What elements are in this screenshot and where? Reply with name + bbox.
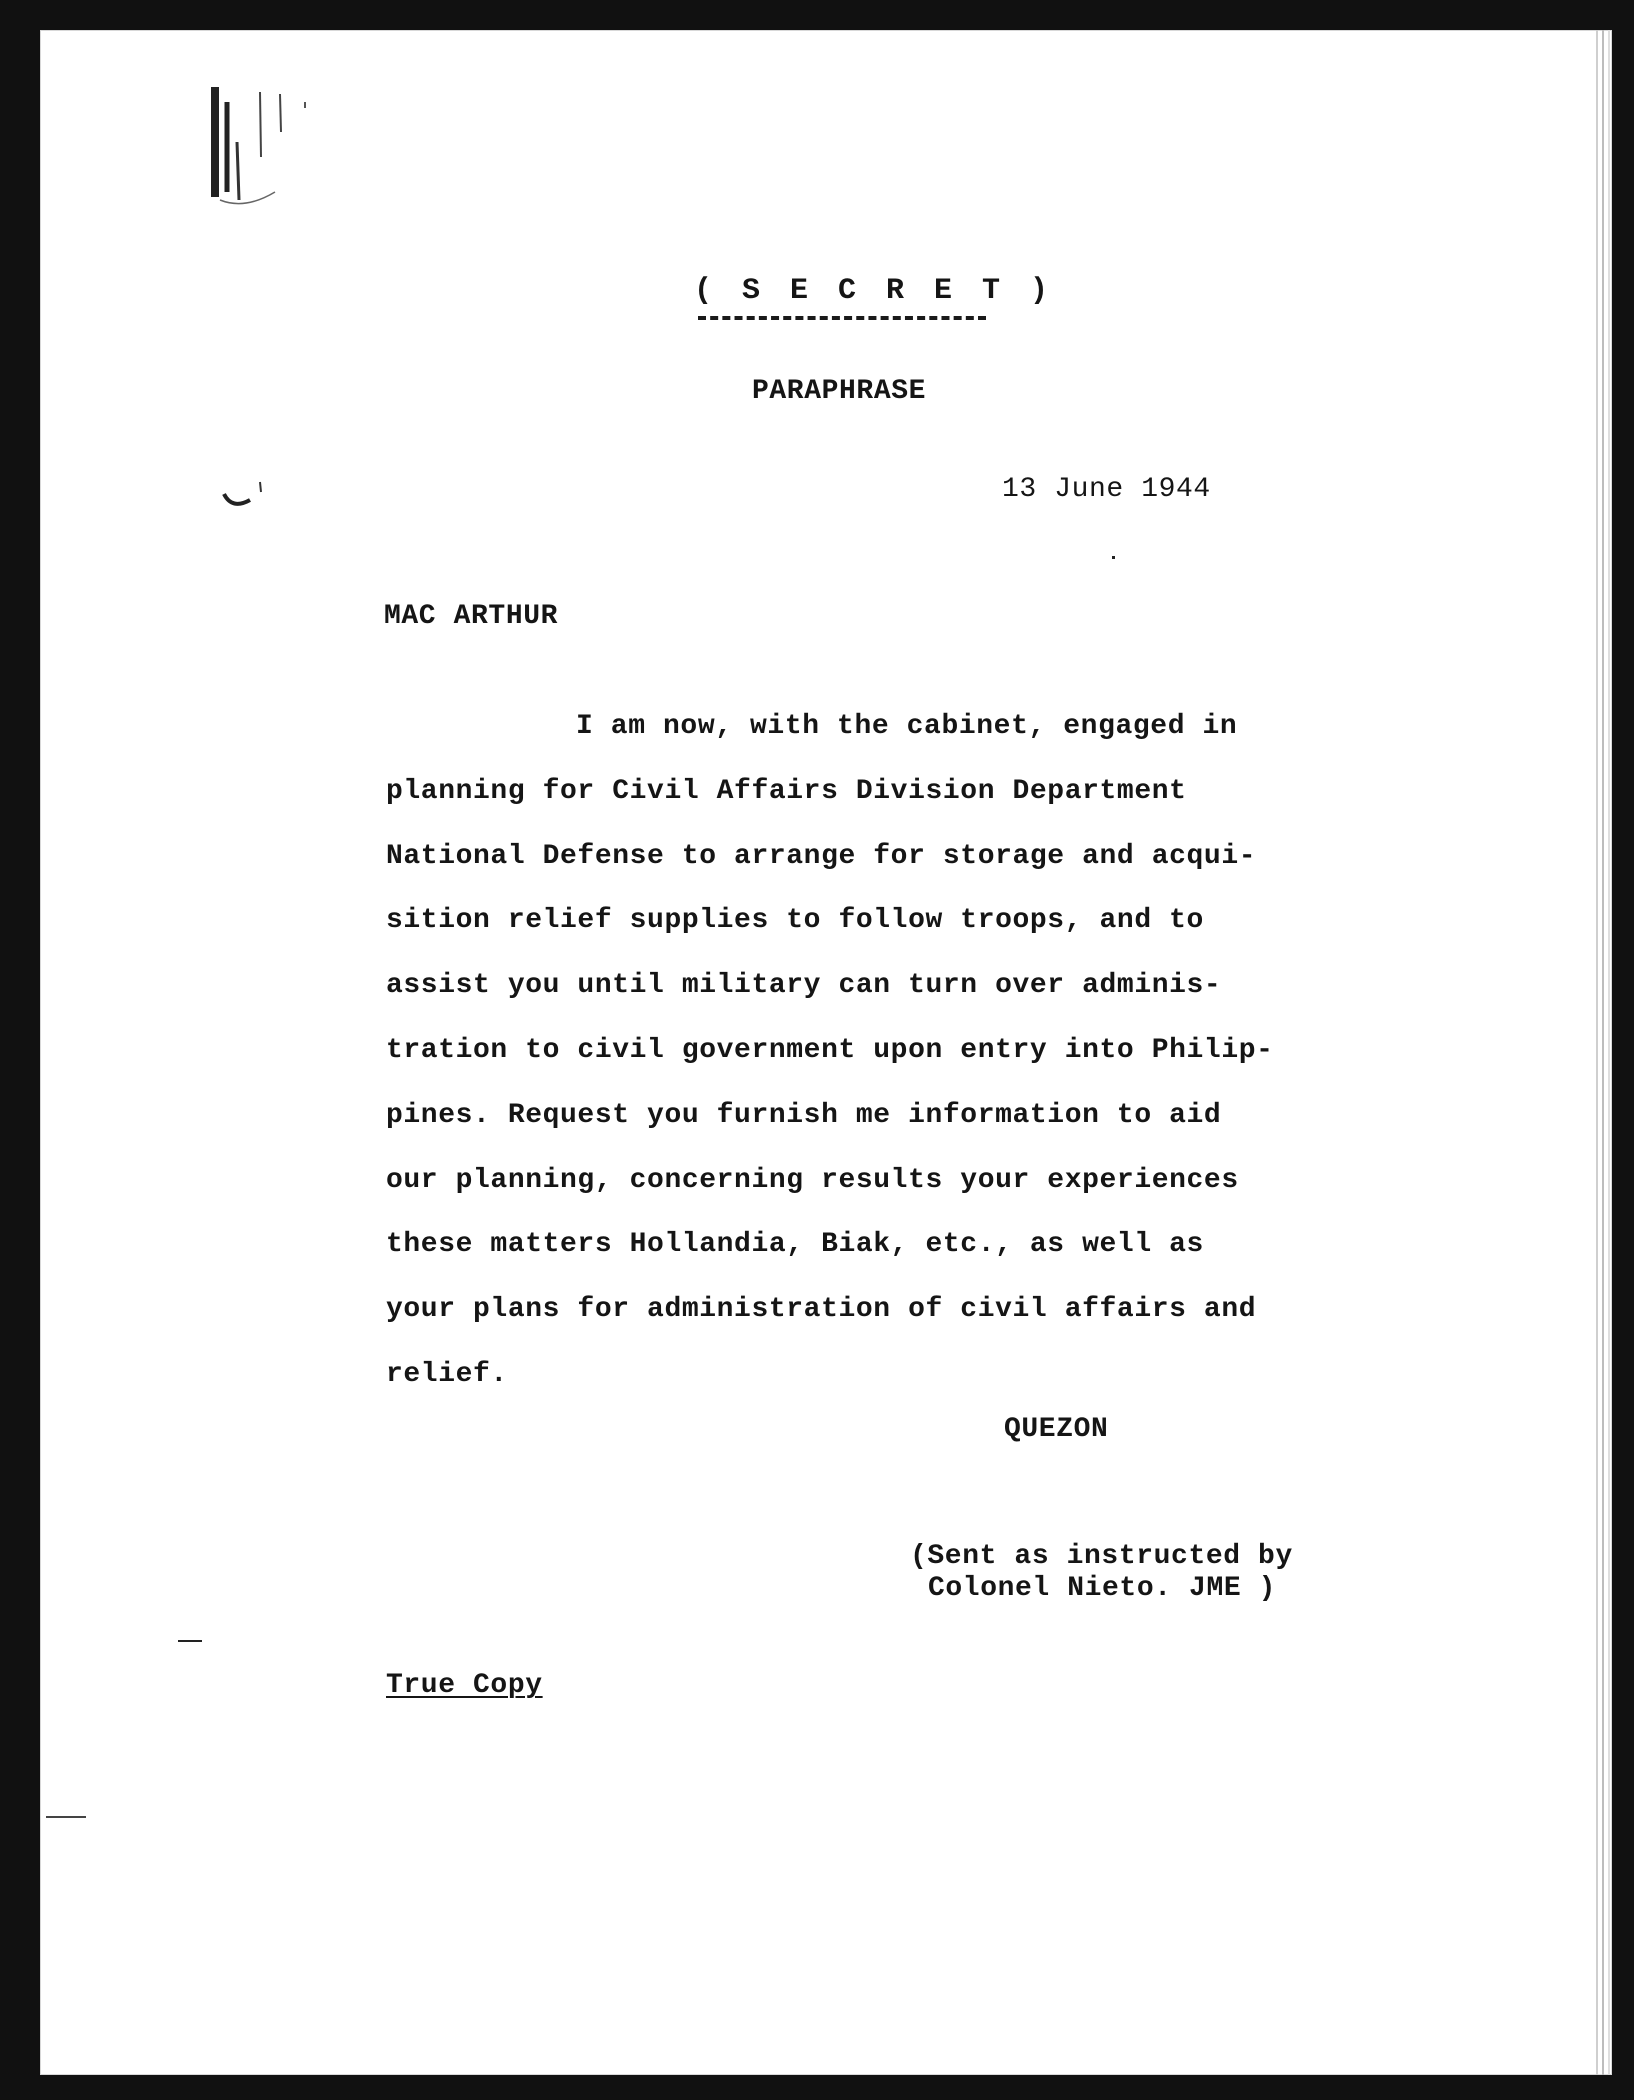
body-line: these matters Hollandia, Biak, etc., as well as bbox=[386, 1229, 1204, 1261]
punch-mark-icon bbox=[220, 476, 270, 516]
message-body bbox=[386, 695, 1396, 1408]
body-line: your plans for administration of civil affairs and bbox=[386, 1294, 1257, 1326]
body-line: planning for Civil Affairs Division Department bbox=[386, 775, 1187, 807]
handwritten-mark-icon bbox=[205, 82, 325, 212]
classification-heading: ( S E C R E T ) bbox=[694, 274, 1055, 308]
body-line: assist you until military can turn over adminis- bbox=[386, 970, 1222, 1002]
body-line: tration to civil government upon entry into Philip- bbox=[386, 1034, 1274, 1066]
document-date: 13 June 1944 bbox=[1002, 474, 1211, 505]
margin-mark bbox=[178, 1640, 202, 1642]
signature: QUEZON bbox=[1004, 1414, 1109, 1445]
margin-mark bbox=[46, 1816, 86, 1818]
margin-mark bbox=[1112, 556, 1115, 559]
document-type-heading: PARAPHRASE bbox=[752, 376, 927, 407]
body-line: relief. bbox=[386, 1358, 508, 1390]
paper-edge bbox=[1596, 30, 1598, 2075]
body-line: pines. Request you furnish me information to aid bbox=[386, 1099, 1222, 1131]
body-line: National Defense to arrange for storage and acqui- bbox=[386, 840, 1257, 872]
note-line: Colonel Nieto. JME ) bbox=[928, 1573, 1277, 1604]
body-line: our planning, concerning results your experiences bbox=[386, 1164, 1239, 1196]
addressee: MAC ARTHUR bbox=[384, 601, 559, 632]
classification-underline bbox=[698, 316, 986, 320]
true-copy-label: True Copy bbox=[386, 1670, 543, 1701]
paper-edge bbox=[1602, 30, 1604, 2075]
body-line: sition relief supplies to follow troops, and to bbox=[386, 905, 1204, 937]
transmission-note bbox=[906, 1541, 1293, 1605]
paper-edge bbox=[1608, 30, 1610, 2075]
note-line: (Sent as instructed by bbox=[910, 1541, 1293, 1572]
body-line: I am now, with the cabinet, engaged in bbox=[576, 711, 1238, 742]
